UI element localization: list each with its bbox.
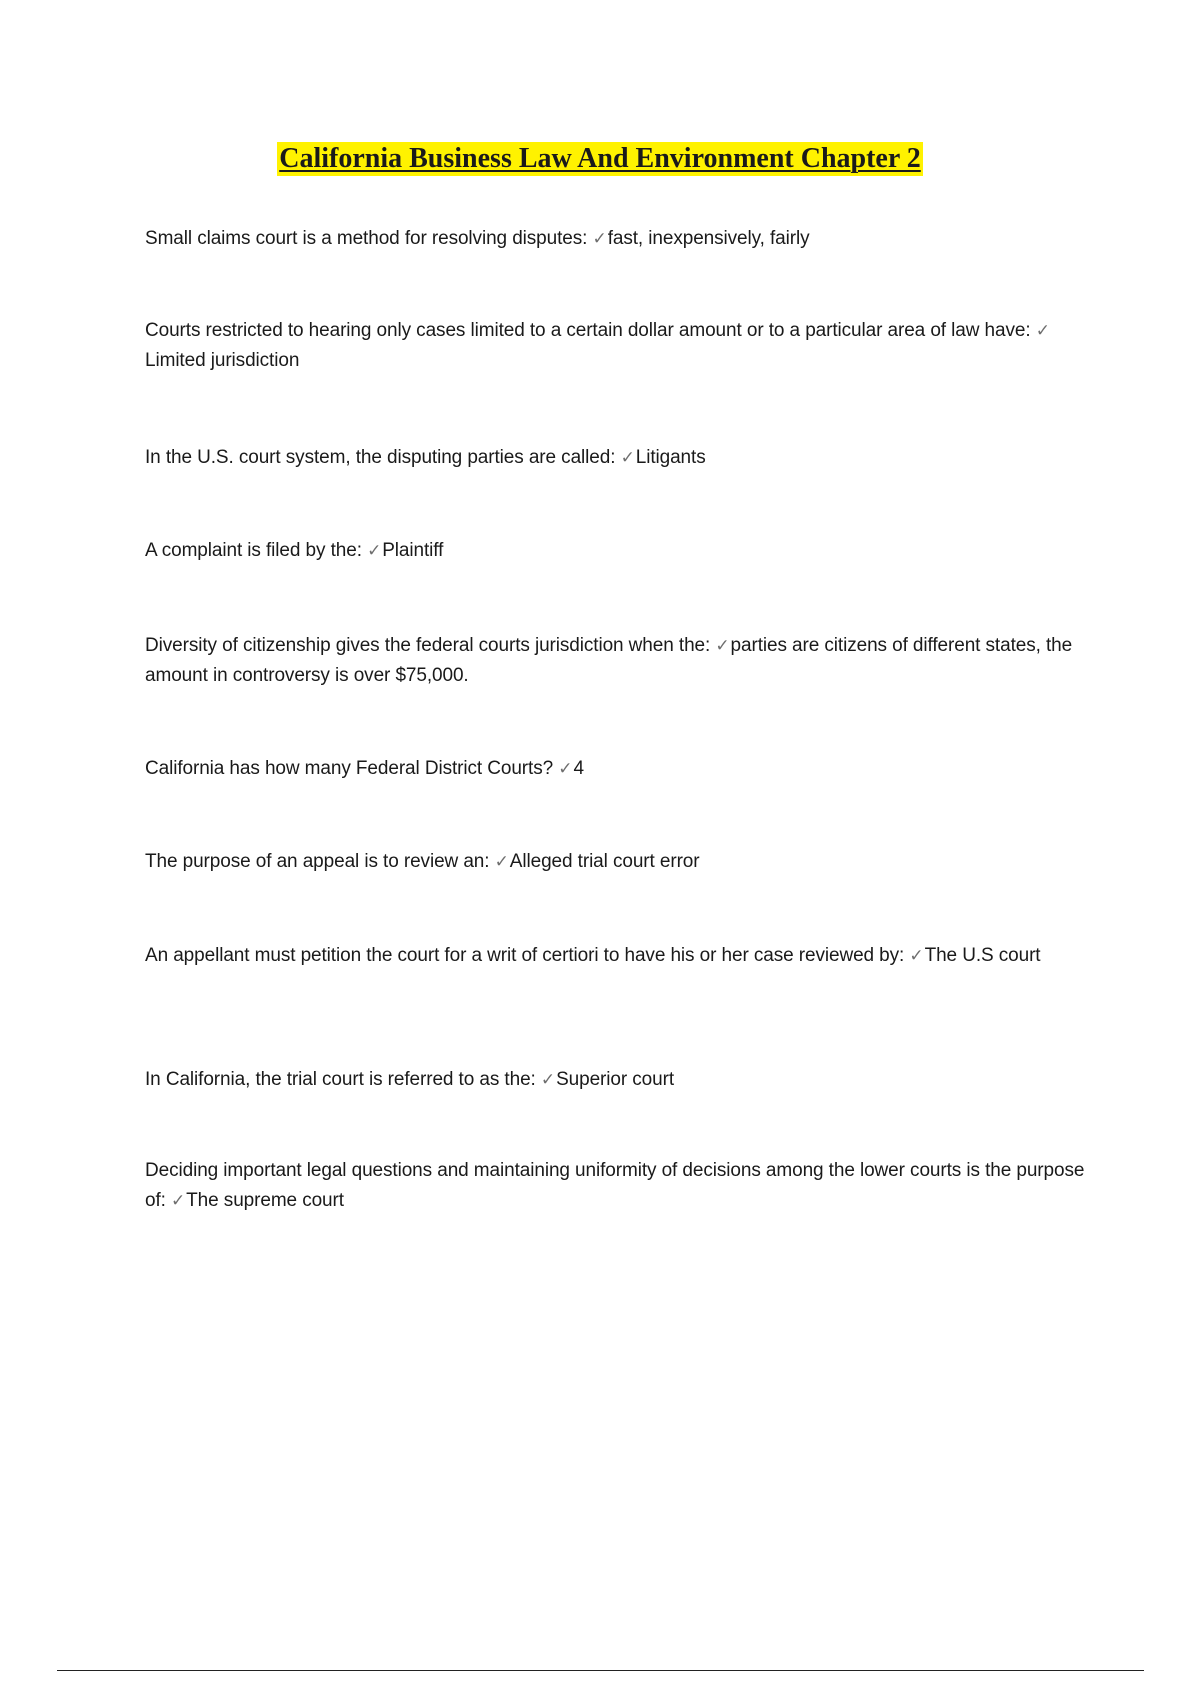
qa-item [145, 1156, 1085, 1216]
qa-item [145, 847, 1085, 877]
answer-text: Limited jurisdiction [145, 350, 300, 371]
check-mark-icon: ✓ [494, 852, 509, 872]
question-text: California has how many Federal District Courts? [145, 758, 554, 779]
qa-item [145, 316, 1085, 376]
check-mark-icon: ✓ [558, 759, 573, 779]
answer-text: Alleged trial court error [509, 851, 700, 872]
answer-text: fast, inexpensively, fairly [607, 228, 810, 249]
check-mark-icon: ✓ [592, 229, 607, 249]
check-mark-icon: ✓ [367, 541, 382, 561]
answer-text: Litigants [635, 447, 706, 468]
answer-text: Plaintiff [382, 540, 444, 561]
qa-item [145, 443, 1085, 473]
question-text: Small claims court is a method for resolving disputes: [145, 228, 588, 249]
check-mark-icon: ✓ [715, 636, 730, 656]
qa-item [145, 941, 1085, 971]
qa-item [145, 224, 1085, 254]
answer-text: The supreme court [186, 1190, 344, 1211]
answer-text: Superior court [556, 1069, 674, 1090]
question-text: Diversity of citizenship gives the federal courts jurisdiction when the: [145, 635, 711, 656]
question-text: A complaint is filed by the: [145, 540, 362, 561]
title-block [0, 142, 1200, 176]
qa-item [145, 754, 1085, 784]
answer-text: parties are citizens of different states, the amount in controversy is over $75,000. [145, 635, 1073, 686]
question-text: In California, the trial court is referred to as the: [145, 1069, 536, 1090]
question-text: Deciding important legal questions and maintaining uniformity of decisions among the lower courts is the purpose of: [145, 1160, 1085, 1211]
question-text: In the U.S. court system, the disputing parties are called: [145, 447, 616, 468]
question-text: Courts restricted to hearing only cases limited to a certain dollar amount or to a particular area of law have: [145, 320, 1031, 341]
check-mark-icon: ✓ [909, 946, 924, 966]
footer-divider [57, 1670, 1144, 1671]
check-mark-icon: ✓ [1035, 321, 1050, 341]
check-mark-icon: ✓ [540, 1070, 556, 1090]
page-title: California Business Law And Environment Chapter 2 [279, 143, 921, 174]
qa-item [145, 631, 1085, 691]
check-mark-icon: ✓ [620, 448, 635, 468]
question-text: The purpose of an appeal is to review an: [145, 851, 490, 872]
answer-text: The U.S court [924, 945, 1041, 966]
answer-text: 4 [573, 758, 584, 779]
question-text: An appellant must petition the court for a writ of certiori to have his or her case reviewed by: [145, 945, 905, 966]
check-mark-icon: ✓ [171, 1191, 186, 1211]
qa-item [145, 1065, 1085, 1095]
qa-item [145, 536, 1085, 566]
